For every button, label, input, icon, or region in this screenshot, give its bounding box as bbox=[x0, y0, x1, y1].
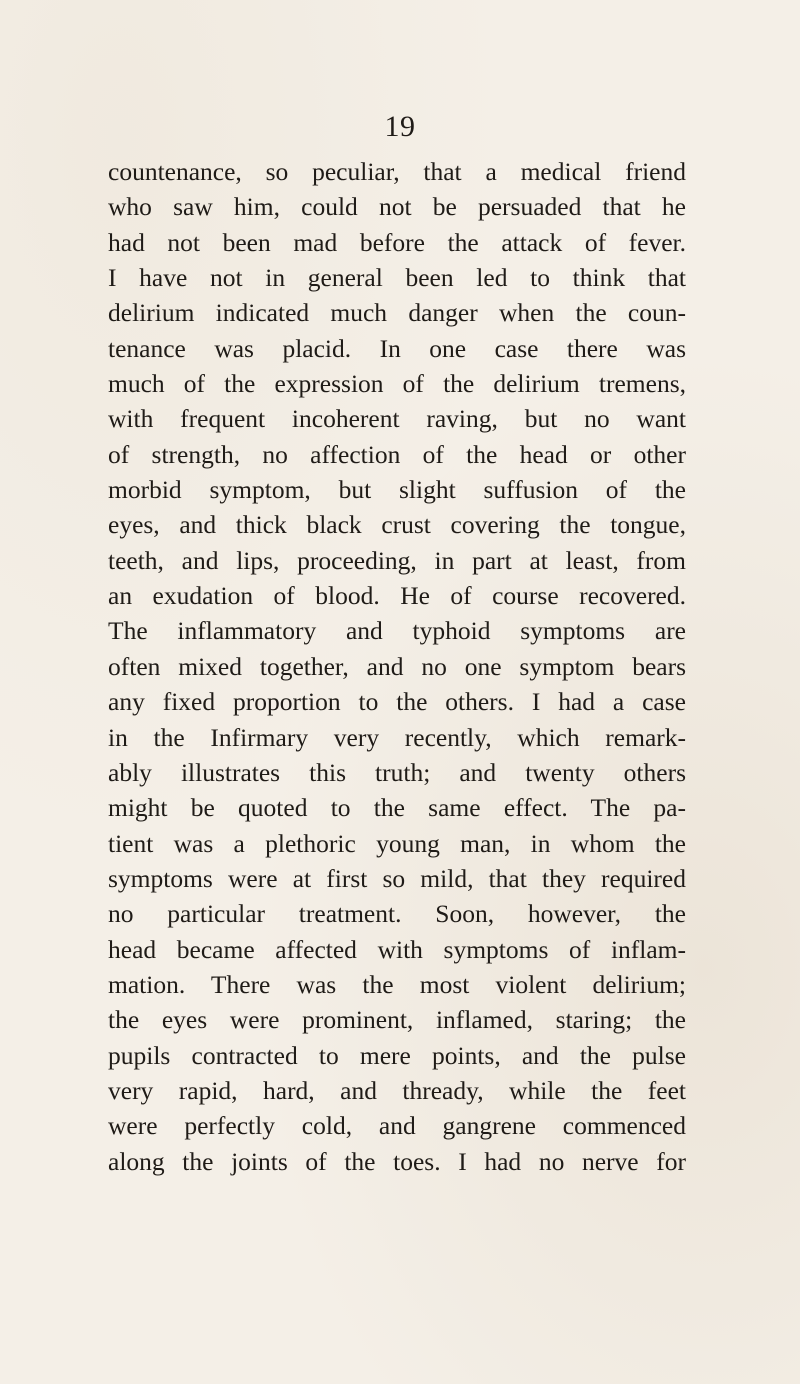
text-line: of strength, no affection of the head or other bbox=[108, 439, 686, 469]
text-line: teeth, and lips, proceeding, in part at least, from bbox=[108, 545, 686, 575]
text-line: The inflammatory and typhoid symptoms are bbox=[108, 616, 686, 646]
text-line: tient was a plethoric young man, in whom the bbox=[108, 828, 686, 858]
text-line: much of the expression of the delirium tremens, bbox=[108, 369, 686, 399]
text-line: any fixed proportion to the others. I had a case bbox=[108, 687, 686, 717]
text-line: were perfectly cold, and gangrene commenced bbox=[108, 1111, 686, 1141]
text-line: very rapid, hard, and thready, while the feet bbox=[108, 1075, 686, 1105]
text-line: with frequent incoherent raving, but no want bbox=[108, 404, 686, 434]
text-line: pupils contracted to mere points, and the pulse bbox=[108, 1040, 686, 1070]
text-line: no particular treatment. Soon, however, the bbox=[108, 899, 686, 929]
body-text bbox=[108, 154, 686, 1179]
text-line: I have not in general been led to think that bbox=[108, 263, 686, 293]
text-line: mation. There was the most violent delirium; bbox=[108, 969, 686, 999]
text-line: had not been mad before the attack of fever. bbox=[108, 227, 686, 257]
text-line: the eyes were prominent, inflamed, staring; the bbox=[108, 1005, 686, 1035]
text-line: tenance was placid. In one case there was bbox=[108, 333, 686, 363]
text-line: ably illustrates this truth; and twenty others bbox=[108, 757, 686, 787]
text-line: who saw him, could not be persuaded that he bbox=[108, 192, 686, 222]
text-line: along the joints of the toes. I had no nerve for bbox=[108, 1146, 686, 1176]
text-line: head became affected with symptoms of inflam- bbox=[108, 934, 686, 964]
text-line: in the Infirmary very recently, which remark- bbox=[108, 722, 686, 752]
text-line: delirium indicated much danger when the coun- bbox=[108, 298, 686, 328]
page-number: 19 bbox=[384, 110, 416, 143]
text-line: might be quoted to the same effect. The pa- bbox=[108, 793, 686, 823]
text-line: eyes, and thick black crust covering the tongue, bbox=[108, 510, 686, 540]
text-line: often mixed together, and no one symptom bears bbox=[108, 651, 686, 681]
text-line: morbid symptom, but slight suffusion of the bbox=[108, 475, 686, 505]
text-line: countenance, so peculiar, that a medical friend bbox=[108, 157, 686, 186]
text-line: symptoms were at first so mild, that they required bbox=[108, 863, 686, 893]
text-line: an exudation of blood. He of course recovered. bbox=[108, 581, 686, 611]
